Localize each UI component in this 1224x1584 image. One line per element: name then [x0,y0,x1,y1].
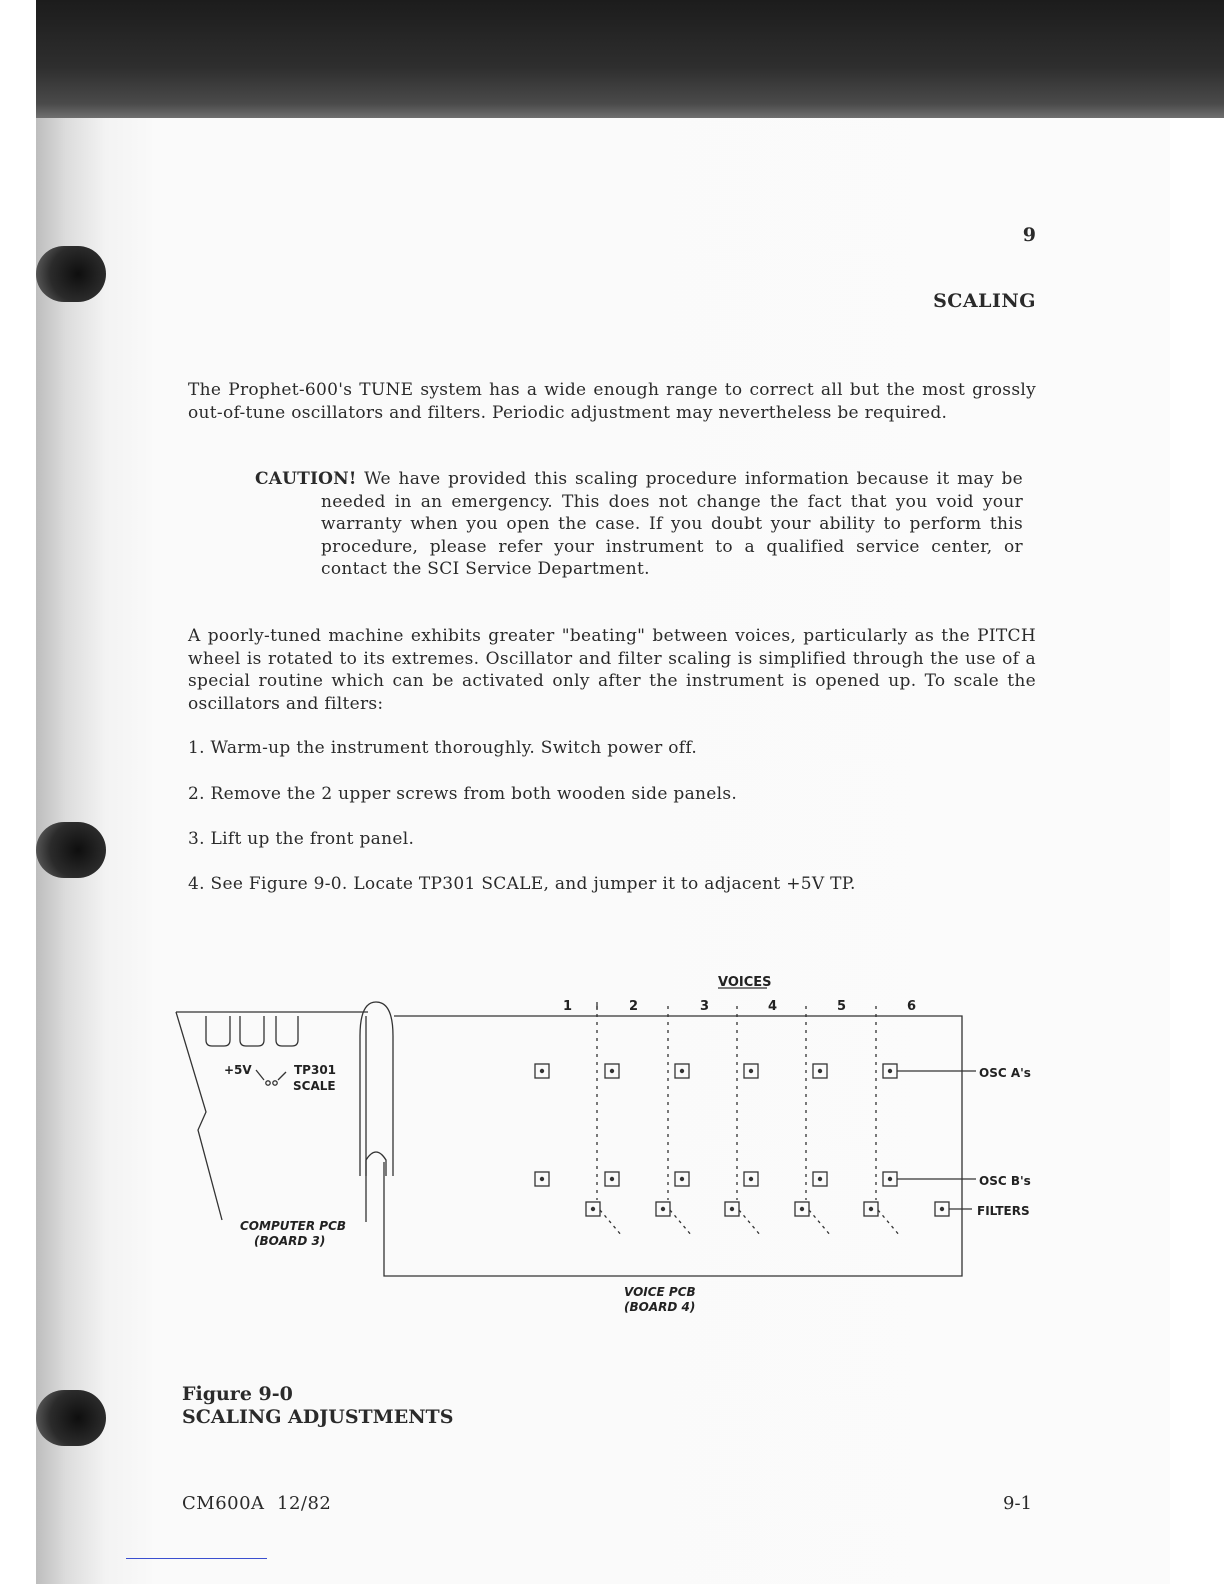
intro-paragraph: The Prophet-600's TUNE system has a wide enough range to correct all but the most grossly out-of-tune oscillators and filters. Periodic adjustment may nevertheless be required. [188,380,1036,423]
scan-artifact-line [126,1558,267,1559]
filters-label: FILTERS [977,1204,1030,1218]
osc-b-trimmers [535,1172,897,1186]
computer-pcb-outline [176,1012,368,1222]
computer-pcb-label: COMPUTER PCB [240,1219,347,1233]
voice-number-1: 1 [563,999,573,1014]
plus5v-lead [256,1070,264,1080]
step-2: 2. Remove the 2 upper screws from both wooden side panels. [188,784,738,804]
plus5v-testpoint [266,1081,270,1085]
step-3: 3. Lift up the front panel. [188,829,415,849]
chip-socket [206,1016,230,1046]
figure-title: SCALING ADJUSTMENTS [182,1406,454,1428]
tp301-lead [278,1072,286,1080]
figure-caption [182,1383,453,1429]
document-code: CM600A 12/82 [182,1493,332,1514]
voice-number-3: 3 [700,999,710,1014]
step-1: 1. Warm-up the instrument thoroughly. Switch power off. [188,738,698,758]
computer-board-label: (BOARD 3) [254,1234,326,1248]
voice-number-2: 2 [629,999,639,1014]
scale-label: SCALE [293,1079,336,1093]
voice-board-label: (BOARD 4) [624,1300,696,1314]
chapter-number: 9 [1022,224,1036,246]
osc-b-label: OSC B's [979,1174,1031,1188]
tp301-testpoint [273,1081,277,1085]
voice-number-6: 6 [907,999,917,1014]
voice-pcb-label: VOICE PCB [624,1285,696,1299]
filter-trimmers [586,1202,949,1216]
osc-a-trimmers [535,1064,897,1078]
section-title: SCALING [933,290,1036,312]
caution-text: We have provided this scaling procedure information because it may be needed in an emergency. This does not change the fact that you void your warranty when you open the case. If you doubt your ability to perform this procedure, please refer your instrument to a qualified service center, or contact the SCI Service Department. [321,469,1023,579]
voice-number-4: 4 [768,999,778,1014]
chip-socket [276,1016,298,1046]
beating-paragraph: A poorly-tuned machine exhibits greater "beating" between voices, particularly as the PITCH wheel is rotated to its extremes. Oscillator and filter scaling is simplified through the use of a special routine which can be activated only after the instrument is opened up. To scale the oscillators and filters: [188,626,1036,714]
caution-label: CAUTION! [255,469,357,489]
voice-pcb-outline [384,1016,962,1276]
voices-label: VOICES [718,975,772,990]
osc-a-label: OSC A's [979,1066,1031,1080]
plus5v-label: +5V [224,1063,252,1077]
tp301-label: TP301 [294,1063,337,1077]
chip-socket [240,1016,264,1046]
voice-number-5: 5 [837,999,847,1014]
figure-number: Figure 9-0 [182,1383,293,1405]
step-4: 4. See Figure 9-0. Locate TP301 SCALE, and jumper it to adjacent +5V TP. [188,874,856,894]
page-reference: 9-1 [1003,1493,1032,1514]
ribbon-connector [360,1002,393,1176]
